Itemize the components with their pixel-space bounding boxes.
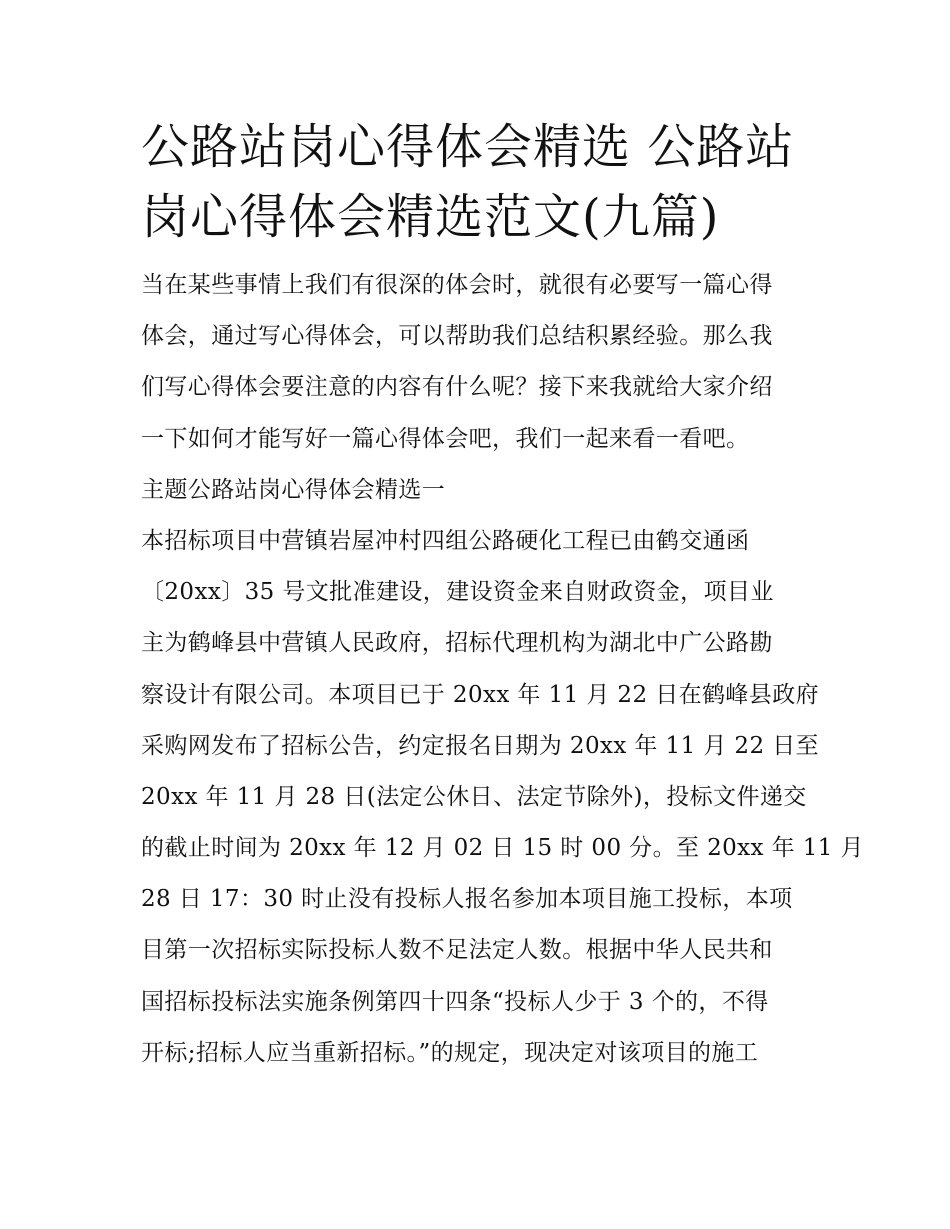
body-line-6: 本招标项目中营镇岩屋冲村四组公路硬化工程已由鹤交通函 xyxy=(141,527,750,554)
section-heading: 主题公路站岗心得体会精选一 xyxy=(141,476,446,503)
body-line-3: 们写心得体会要注意的内容有什么呢？接下来我就给大家介绍 xyxy=(141,374,773,401)
title-line-2: 岗心得体会精选范文(九篇) xyxy=(141,189,720,245)
body-line-11: 20xx 年 11 月 28 日(法定公休日、法定节除外)，投标文件递交 xyxy=(141,783,807,810)
body-line-9: 察设计有限公司。本项目已于 20xx 年 11 月 22 日在鹤峰县政府 xyxy=(141,681,820,708)
title-line-1: 公路站岗心得体会精选 公路站 xyxy=(141,119,795,175)
body-line-10: 采购网发布了招标公告，约定报名日期为 20xx 年 11 月 22 日至 xyxy=(141,732,820,759)
body-line-8: 主为鹤峰县中营镇人民政府，招标代理机构为湖北中广公路勘 xyxy=(141,630,773,657)
document-body xyxy=(141,260,864,1079)
body-line-7: 〔20xx〕35 号文批准建设，建设资金来自财政资金，项目业 xyxy=(141,579,774,606)
document-title xyxy=(141,112,813,252)
body-line-14: 目第一次招标实际投标人数不足法定人数。根据中华人民共和 xyxy=(141,937,773,964)
body-line-13: 28 日 17：30 时止没有投标人报名参加本项目施工投标，本项 xyxy=(141,886,793,913)
body-line-15: 国招标投标法实施条例第四十四条“投标人少于 3 个的，不得 xyxy=(141,988,769,1015)
document-content xyxy=(141,112,864,1079)
body-line-1: 当在某些事情上我们有很深的体会时，就很有必要写一篇心得 xyxy=(141,272,773,298)
body-line-16: 开标;招标人应当重新招标。”的规定，现决定对该项目的施工 xyxy=(141,1039,759,1066)
body-line-4: 一下如何才能写好一篇心得体会吧，我们一起来看一看吧。 xyxy=(141,425,750,452)
body-line-2: 体会，通过写心得体会，可以帮助我们总结积累经验。那么我 xyxy=(141,323,773,350)
body-line-12: 的截止时间为 20xx 年 12 月 02 日 15 时 00 分。至 20xx 年 11 月 xyxy=(141,835,864,862)
